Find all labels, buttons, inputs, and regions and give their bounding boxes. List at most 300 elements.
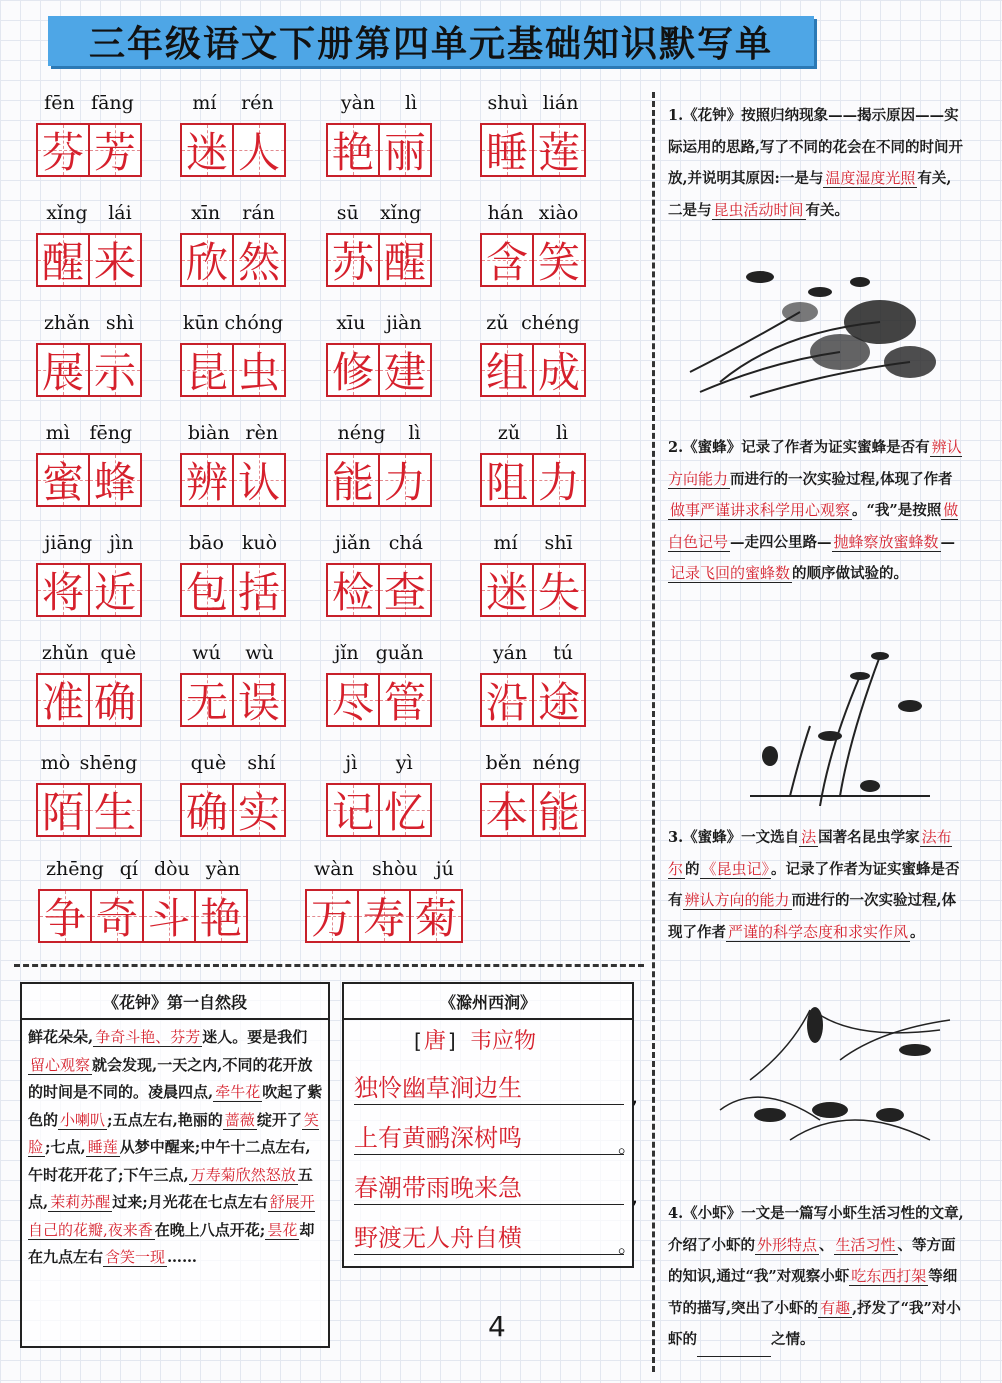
shrimp-illustration: [700, 990, 960, 1160]
tianzi-grid: [180, 673, 286, 727]
word-entry: [480, 202, 586, 292]
pinyin: què: [100, 642, 137, 664]
answer: 生活习性: [835, 1235, 896, 1254]
pinyin: dòu: [153, 858, 190, 880]
answer-character: 虫: [237, 348, 280, 397]
pinyin: wù: [245, 642, 274, 664]
word-entry: [36, 642, 142, 732]
answer-character: 近: [93, 568, 136, 617]
char-box: [38, 889, 92, 943]
pinyin: fāng: [91, 92, 134, 114]
char-box: [480, 563, 534, 617]
tianzi-grid: [326, 123, 432, 177]
pinyin: lì: [555, 422, 569, 444]
pinyin: mì: [45, 422, 70, 444]
poem-author-name: 韦应物: [470, 1029, 537, 1054]
answer-character: 蜜: [41, 458, 84, 507]
pinyin: fēn: [44, 92, 75, 114]
pinyin: xīn: [191, 202, 221, 224]
poem-line: 春潮带雨晚来急 ,: [354, 1168, 624, 1205]
poem-author: [唐 ] 韦应物: [414, 1029, 537, 1054]
poem-line: 独怜幽草涧边生 ,: [354, 1068, 624, 1105]
pinyin-row: [38, 858, 248, 884]
pinyin-row: [180, 752, 286, 778]
answer-character: 睡: [485, 128, 528, 177]
pinyin: běn: [485, 752, 522, 774]
word-entry: [36, 202, 142, 292]
pinyin-row: [480, 642, 586, 668]
answer-character: 斗: [147, 894, 190, 943]
answer-character: 艳: [199, 894, 242, 943]
answer-character: 辨: [185, 458, 228, 507]
answer: 万寿菊欣然怒放: [190, 1165, 296, 1184]
pinyin-row: [480, 92, 586, 118]
answer-character: 然: [237, 238, 280, 287]
pinyin: xǐng: [380, 202, 422, 224]
char-box: [305, 889, 359, 943]
tianzi-grid: [36, 673, 142, 727]
tianzi-grid: [326, 453, 432, 507]
pinyin: shòu: [371, 858, 418, 880]
poem-line: 野渡无人舟自横 。: [354, 1218, 624, 1255]
pinyin-row: [180, 92, 286, 118]
tianzi-grid: [180, 563, 286, 617]
answer-character: 迷: [485, 568, 528, 617]
tianzi-grid: [180, 453, 286, 507]
pinyin: yàn: [340, 92, 376, 114]
answer: 争奇斗艳、芬芳: [95, 1028, 201, 1046]
answer: 舒展开自己的花瓣,夜来香: [28, 1193, 315, 1239]
answer-character: 确: [93, 678, 136, 727]
word-entry: [326, 422, 432, 512]
answer-character: 奇: [95, 894, 138, 943]
word-entry: [180, 752, 286, 842]
pinyin: shēng: [79, 752, 138, 774]
pinyin-row: [326, 92, 432, 118]
answer-character: 力: [383, 458, 426, 507]
word-entry: [180, 202, 286, 292]
answer-character: 争: [43, 894, 86, 943]
tianzi-grid: [36, 233, 142, 287]
answer: [697, 1324, 771, 1357]
char-box: [194, 889, 248, 943]
pinyin: rén: [241, 92, 274, 114]
tianzi-grid: [326, 233, 432, 287]
pinyin: xiào: [538, 202, 579, 224]
answer-character: 菊: [414, 894, 457, 943]
answer: 留心观察: [30, 1055, 91, 1074]
pinyin-row: [326, 752, 432, 778]
pinyin: lái: [108, 202, 132, 224]
pinyin: kūn: [182, 312, 219, 334]
pinyin: yán: [492, 642, 528, 664]
word-entry: [36, 92, 142, 182]
word-entry: [326, 752, 432, 842]
tianzi-grid: [326, 673, 432, 727]
pinyin: mí: [192, 92, 217, 114]
pinyin: zǔ: [486, 312, 509, 334]
word-entry: [36, 752, 142, 842]
bee-illustration: [730, 636, 950, 806]
page-number: 4: [488, 1310, 506, 1343]
answer-character: 蜂: [93, 458, 136, 507]
answer-character: 组: [485, 348, 528, 397]
char-box: [378, 233, 432, 287]
word-entry: [326, 532, 432, 622]
char-box: [232, 783, 286, 837]
answer: 严谨的科学态度和求实作风: [728, 922, 909, 941]
pinyin: wàn: [314, 858, 354, 880]
char-box: [36, 453, 90, 507]
pinyin: zǔ: [497, 422, 521, 444]
word-entry: [36, 532, 142, 622]
answer-character: 醒: [41, 238, 84, 287]
answer: 辨认方向的能力: [684, 891, 790, 909]
horizontal-divider: [14, 964, 644, 967]
char-box: [180, 453, 234, 507]
answer-character: 误: [237, 678, 280, 727]
answer-character: 认: [237, 458, 280, 507]
answer-character: 寿: [362, 894, 405, 943]
answer-character: 查: [383, 568, 426, 617]
char-box: [532, 673, 586, 727]
char-box: [480, 123, 534, 177]
answer: 有趣: [820, 1298, 851, 1317]
pinyin: jiāng: [44, 532, 93, 554]
word-entry: [180, 312, 286, 402]
answer-character: 无: [185, 678, 228, 727]
answer-character: 阻: [485, 458, 528, 507]
pinyin-row: [36, 312, 142, 338]
pinyin: zhǔn: [41, 642, 89, 664]
answer-character: 能: [537, 788, 580, 837]
tianzi-grid: [326, 343, 432, 397]
char-box: [326, 563, 380, 617]
poem-title: 《滁州西涧》: [344, 984, 632, 1020]
answer-character: 万: [310, 894, 353, 943]
char-box: [36, 563, 90, 617]
char-box: [378, 783, 432, 837]
answer-character: 丽: [383, 128, 426, 177]
word-entry: [326, 202, 432, 292]
pinyin: hán: [487, 202, 524, 224]
answer: 牵牛花: [215, 1083, 261, 1101]
answer: 记录飞回的蜜蜂数: [670, 564, 791, 582]
answer-character: 示: [93, 348, 136, 397]
page-title: 三年级语文下册第四单元基础知识默写单: [48, 16, 814, 66]
char-box: [532, 233, 586, 287]
char-box: [142, 889, 196, 943]
pinyin: què: [190, 752, 227, 774]
char-box: [88, 563, 142, 617]
char-box: [532, 123, 586, 177]
char-box: [326, 783, 380, 837]
answer-character: 记: [331, 788, 374, 837]
tianzi-grid: [180, 233, 286, 287]
word-entry: [180, 642, 286, 732]
char-box: [180, 563, 234, 617]
answer: 昆虫活动时间: [713, 200, 804, 219]
char-box: [180, 343, 234, 397]
answer-character: 修: [331, 348, 374, 397]
char-box: [36, 343, 90, 397]
pinyin-row: [305, 858, 463, 884]
vertical-divider: [652, 92, 655, 1372]
tianzi-grid: [36, 783, 142, 837]
pinyin: xīu: [336, 312, 366, 334]
word-entry: [36, 312, 142, 402]
pinyin: yàn: [205, 858, 241, 880]
char-box: [88, 453, 142, 507]
pinyin: rèn: [245, 422, 279, 444]
answer-character: 建: [383, 348, 426, 397]
pinyin-row: [480, 422, 586, 448]
pinyin-row: [180, 202, 286, 228]
char-box: [88, 343, 142, 397]
pinyin: shì: [105, 312, 134, 334]
pinyin: zhēng: [45, 858, 104, 880]
answer-character: 括: [237, 568, 280, 617]
tianzi-grid: [36, 123, 142, 177]
pinyin: jǐn: [334, 642, 359, 664]
poem-line: 上有黄鹂深树鸣 。: [354, 1118, 624, 1155]
word-entry: [480, 642, 586, 732]
answer-character: 途: [537, 678, 580, 727]
answer-character: 醒: [383, 238, 426, 287]
pinyin-row: [180, 312, 286, 338]
word-entry: [326, 92, 432, 182]
pinyin: lì: [408, 422, 421, 444]
answer: 茉莉苏醒: [50, 1193, 111, 1211]
answer: 做事严谨讲求科学用心观察: [670, 501, 851, 519]
pinyin-row: [326, 312, 432, 338]
answer: 昙花: [267, 1220, 298, 1239]
answer-character: 实: [237, 788, 280, 837]
answer-character: 确: [185, 788, 228, 837]
pinyin: fēng: [89, 422, 133, 444]
answer: 抛蜂察放蜜蜂数: [833, 532, 939, 551]
pinyin-row: [180, 642, 286, 668]
answer-character: 准: [41, 678, 84, 727]
tianzi-grid: [480, 563, 586, 617]
question-1: 1.《花钟》按照归纳现象——揭示原因——实际运用的思路,写了不同的花会在不同的时间开放,并说明其原因:一是与 温度湿度光照 有关,二是与 昆虫活动时间 有关。: [668, 107, 964, 219]
tianzi-grid: [326, 783, 432, 837]
char-box: [90, 889, 144, 943]
word-entry: [480, 422, 586, 512]
pinyin: jìn: [109, 532, 134, 554]
answer-character: 生: [93, 788, 136, 837]
char-box: [180, 123, 234, 177]
pinyin-row: [180, 532, 286, 558]
pinyin: jì: [345, 752, 358, 774]
char-box: [326, 673, 380, 727]
pinyin: jiǎn: [335, 532, 371, 554]
char-box: [180, 233, 234, 287]
tianzi-grid: [180, 343, 286, 397]
pinyin: chá: [388, 532, 423, 554]
question-2: 2.《蜜蜂》记录了作者为证实蜜蜂是否有 辨认方向能力 而进行的一次实验过程,体现了作者做事严谨讲求科学用心观察 。“我”是按照 做白色记号 —走四公里路— 抛蜂察放蜜蜂数 —记录飞回的蜜蜂数 的顺序做试验的。: [668, 438, 962, 582]
answer-character: 失: [537, 568, 580, 617]
answer: 做白色记号: [668, 501, 959, 551]
char-box: [36, 123, 90, 177]
pinyin: bāo: [188, 532, 224, 554]
pinyin: sū: [336, 202, 359, 224]
answer: 笑脸: [28, 1110, 319, 1156]
pinyin-row: [36, 642, 142, 668]
huazhong-title: 《花钟》第一自然段: [22, 984, 328, 1020]
pinyin-row: [326, 532, 432, 558]
answer-character: 莲: [537, 128, 580, 177]
char-box: [88, 233, 142, 287]
answer-character: 尽: [331, 678, 374, 727]
answer-character: 人: [237, 128, 280, 177]
tianzi-grid: [480, 343, 586, 397]
answer: 法: [801, 828, 817, 846]
tianzi-grid: [36, 343, 142, 397]
char-box: [180, 783, 234, 837]
pinyin-row: [480, 312, 586, 338]
word-entry: [180, 422, 286, 512]
char-box: [378, 563, 432, 617]
answer-character: 忆: [383, 788, 426, 837]
word-entry: [480, 92, 586, 182]
char-box: [532, 783, 586, 837]
word-entry: [180, 92, 286, 182]
char-box: [378, 343, 432, 397]
pinyin-row: [480, 752, 586, 778]
char-box: [326, 453, 380, 507]
word-entry: [305, 858, 463, 948]
answer-character: 欣: [185, 238, 228, 287]
pinyin-row: [326, 422, 432, 448]
char-box: [180, 673, 234, 727]
pinyin: chéng: [521, 312, 580, 334]
char-box: [532, 453, 586, 507]
answer-character: 沿: [485, 678, 528, 727]
pinyin: lián: [542, 92, 579, 114]
answer-character: 力: [537, 458, 580, 507]
char-box: [232, 233, 286, 287]
answer-character: 芬: [41, 128, 84, 177]
pinyin: lì: [404, 92, 418, 114]
answer: 温度湿度光照: [825, 169, 916, 187]
poem-panel: [342, 982, 638, 1268]
pinyin: wú: [192, 642, 221, 664]
char-box: [36, 673, 90, 727]
char-box: [532, 563, 586, 617]
char-box: [36, 783, 90, 837]
answer-character: 芳: [93, 128, 136, 177]
word-entry: [480, 532, 586, 622]
pinyin: qí: [119, 858, 139, 880]
answer-character: 展: [41, 348, 84, 397]
pinyin-row: [480, 202, 586, 228]
question-4: 4.《小虾》一文是一篇写小虾生活习性的文章,介绍了小虾的 外形特点 、 生活习性 、等方面的知识,通过“我”对观察小虾 吃东西打架 等细节的描写,突出了小虾的 有趣 ,抒发了“我”对小虾的 之情。: [668, 1198, 964, 1357]
pinyin: tú: [553, 642, 574, 664]
char-box: [88, 123, 142, 177]
pinyin-row: [326, 202, 432, 228]
char-box: [357, 889, 411, 943]
char-box: [480, 783, 534, 837]
char-box: [88, 783, 142, 837]
char-box: [378, 673, 432, 727]
pinyin-row: [36, 202, 142, 228]
char-box: [480, 343, 534, 397]
pinyin: chóng: [224, 312, 284, 334]
pinyin: rán: [242, 202, 275, 224]
pinyin-row: [326, 642, 432, 668]
answer: 睡莲: [87, 1138, 118, 1156]
char-box: [480, 453, 534, 507]
word-entry: [480, 752, 586, 842]
answer: 法布尔: [668, 828, 952, 878]
answer-character: 包: [185, 568, 228, 617]
answer-character: 笑: [537, 238, 580, 287]
tianzi-grid: [480, 453, 586, 507]
pinyin: shuì: [487, 92, 528, 114]
char-box: [232, 343, 286, 397]
char-box: [88, 673, 142, 727]
tianzi-grid: [326, 563, 432, 617]
pinyin-row: [36, 532, 142, 558]
answer-character: 能: [331, 458, 374, 507]
word-entry: [180, 532, 286, 622]
answer: 《昆虫记》: [701, 859, 770, 878]
answer-character: 来: [93, 238, 136, 287]
pinyin-row: [480, 532, 586, 558]
word-entry: [326, 312, 432, 402]
tianzi-grid: [36, 453, 142, 507]
pinyin: yì: [395, 752, 413, 774]
tianzi-grid: [305, 889, 463, 943]
answer-character: 艳: [331, 128, 374, 177]
char-box: [480, 673, 534, 727]
pinyin: jiàn: [386, 312, 422, 334]
answer-character: 昆: [185, 348, 228, 397]
pinyin-row: [180, 422, 286, 448]
char-box: [232, 453, 286, 507]
answer-character: 陌: [41, 788, 84, 837]
word-entry: [38, 858, 248, 948]
huazhong-text: 鲜花朵朵, 争奇斗艳、芬芳 迷人。要是我们留心观察 就会发现,一天之内,不同的花开放的时间是不同的。凌晨四点, 牵牛花 吹起了紫色的 小喇叭 ;五点左右,艳丽的 蔷薇 绽开了 笑脸 ;七点, 睡莲 从梦中醒来;中午十二点左右,午时花开花了;下午三点, 万寿菊欣然怒放 五点, 茉莉苏醒 过来;月光花在七点左右 舒展开自己的花瓣,夜来香 在晚上八点开花; 昙花 却在九点左右 含笑一现 ……: [28, 1028, 323, 1266]
tianzi-grid: [180, 783, 286, 837]
pinyin: kuò: [241, 532, 278, 554]
pinyin: jú: [435, 858, 454, 880]
answer: 外形特点: [757, 1235, 818, 1254]
char-box: [409, 889, 463, 943]
answer-character: 将: [41, 568, 84, 617]
pinyin: biàn: [187, 422, 230, 444]
pinyin: néng: [532, 752, 581, 774]
huazhong-panel: [20, 982, 330, 1348]
pinyin: xǐng: [46, 202, 88, 224]
char-box: [532, 343, 586, 397]
answer-character: 管: [383, 678, 426, 727]
char-box: [326, 123, 380, 177]
tianzi-grid: [36, 563, 142, 617]
word-entry: [36, 422, 142, 512]
pinyin: shī: [544, 532, 573, 554]
pinyin: mí: [493, 532, 518, 554]
answer-character: 成: [537, 348, 580, 397]
flower-illustration: [680, 252, 956, 402]
pinyin: guǎn: [375, 642, 424, 664]
answer: 蔷薇: [224, 1110, 255, 1129]
word-entry: [326, 642, 432, 732]
pinyin: néng: [337, 422, 386, 444]
answer-character: 本: [485, 788, 528, 837]
poem-dynasty: 唐: [423, 1029, 446, 1054]
